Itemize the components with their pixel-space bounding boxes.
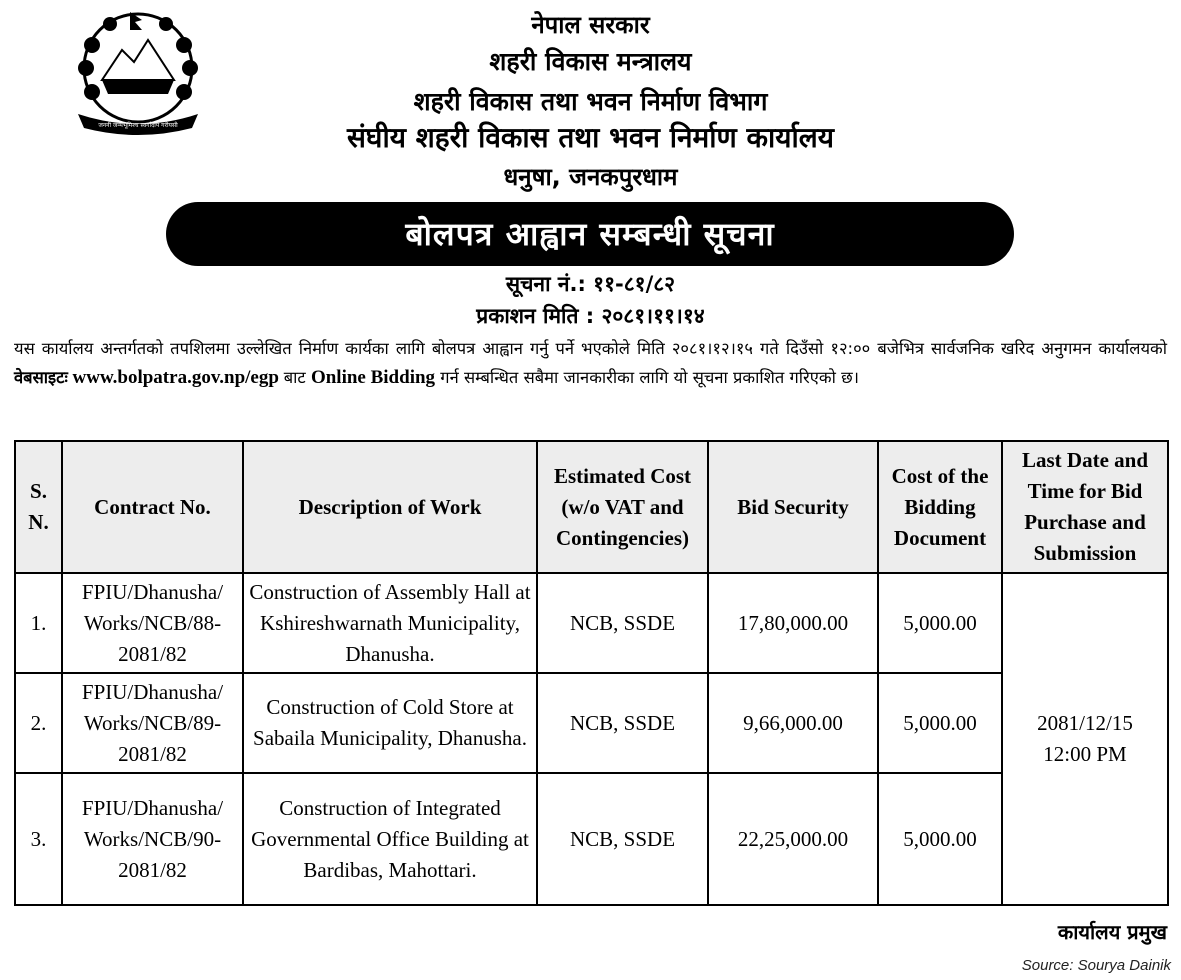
header-location: धनुषा, जनकपुरधाम <box>503 163 678 191</box>
header-contract-no: Contract No. <box>62 441 243 573</box>
cell-doc-cost: 5,000.00 <box>878 573 1002 673</box>
header-estimated-cost: Estimated Cost (w/o VAT and Contingencies) <box>537 441 708 573</box>
online-bidding: Online Bidding <box>310 367 436 388</box>
cell-bid-security: 17,80,000.00 <box>708 573 878 673</box>
emblem-motto: जननी जन्मभूमिश्च स्वर्गादपि गरीयसी <box>98 122 178 129</box>
bid-table <box>14 440 1169 906</box>
table-header-row <box>15 441 1168 573</box>
table-row <box>15 573 1168 673</box>
cell-estimated: NCB, SSDE <box>537 673 708 773</box>
cell-estimated: NCB, SSDE <box>537 573 708 673</box>
publication-date: प्रकाशन मिति : २०८१।११।१४ <box>476 304 705 328</box>
cell-sn: 3. <box>15 773 62 905</box>
header-description: Description of Work <box>243 441 537 573</box>
cell-estimated: NCB, SSDE <box>537 773 708 905</box>
header-department: शहरी विकास तथा भवन निर्माण विभाग <box>413 87 768 116</box>
header-last-date: Last Date and Time for Bid Purchase and Submission <box>1002 441 1168 573</box>
body-text-1: यस कार्यालय अन्तर्गतको तपशिलमा उल्लेखित निर्माण कार्यका लागि बोलपत्र आह्वान गर्नु पर्ने भएकोले मिति २०८१।१२।१५ गते दिउँसो १२:०० बजेभित्र सार्वजनिक खरिद अनुगमन कार्यालयको <box>14 339 1167 358</box>
website-label: वेबसाइटः <box>14 368 68 387</box>
header-doc-cost: Cost of the Bidding Document <box>878 441 1002 573</box>
body-text-3: गर्न सम्बन्धित सबैमा जानकारीका लागि यो सूचना प्रकाशित गरिएको छ। <box>435 368 859 387</box>
cell-description: Construction of Cold Store at Sabaila Municipality, Dhanusha. <box>243 673 537 773</box>
header-office: संघीय शहरी विकास तथा भवन निर्माण कार्यालय <box>347 121 834 154</box>
notice-body <box>14 334 1167 392</box>
signatory: कार्यालय प्रमुख <box>1057 920 1167 944</box>
cell-contract: FPIU/Dhanusha/ Works/NCB/89- 2081/82 <box>62 673 243 773</box>
cell-bid-security: 22,25,000.00 <box>708 773 878 905</box>
website-url[interactable]: www.bolpatra.gov.np/egp <box>67 367 284 388</box>
cell-contract: FPIU/Dhanusha/ Works/NCB/88- 2081/82 <box>62 573 243 673</box>
cell-description: Construction of Integrated Governmental Office Building at Bardibas, Mahottari. <box>243 773 537 905</box>
header-bid-security: Bid Security <box>708 441 878 573</box>
cell-doc-cost: 5,000.00 <box>878 673 1002 773</box>
cell-sn: 1. <box>15 573 62 673</box>
cell-sn: 2. <box>15 673 62 773</box>
body-text-2: बाट <box>283 368 311 387</box>
notice-number: सूचना नं.: ११-८१/८२ <box>505 272 676 296</box>
table-row <box>15 773 1168 905</box>
source-credit: Source: Sourya Dainik <box>1021 957 1171 974</box>
header-government: नेपाल सरकार <box>531 11 650 39</box>
cell-description: Construction of Assembly Hall at Kshireshwarnath Municipality, Dhanusha. <box>243 573 537 673</box>
cell-last-date-time <box>1002 573 1168 905</box>
cell-contract: FPIU/Dhanusha/ Works/NCB/90- 2081/82 <box>62 773 243 905</box>
cell-bid-security: 9,66,000.00 <box>708 673 878 773</box>
table-row <box>15 673 1168 773</box>
notice-title-banner: बोलपत्र आह्वान सम्बन्धी सूचना <box>166 202 1014 266</box>
header-sn: S. N. <box>15 441 62 573</box>
last-time: 12:00 PM <box>1043 742 1127 766</box>
last-date: 2081/12/15 <box>1037 711 1133 735</box>
cell-doc-cost: 5,000.00 <box>878 773 1002 905</box>
header-ministry: शहरी विकास मन्त्रालय <box>489 47 692 76</box>
